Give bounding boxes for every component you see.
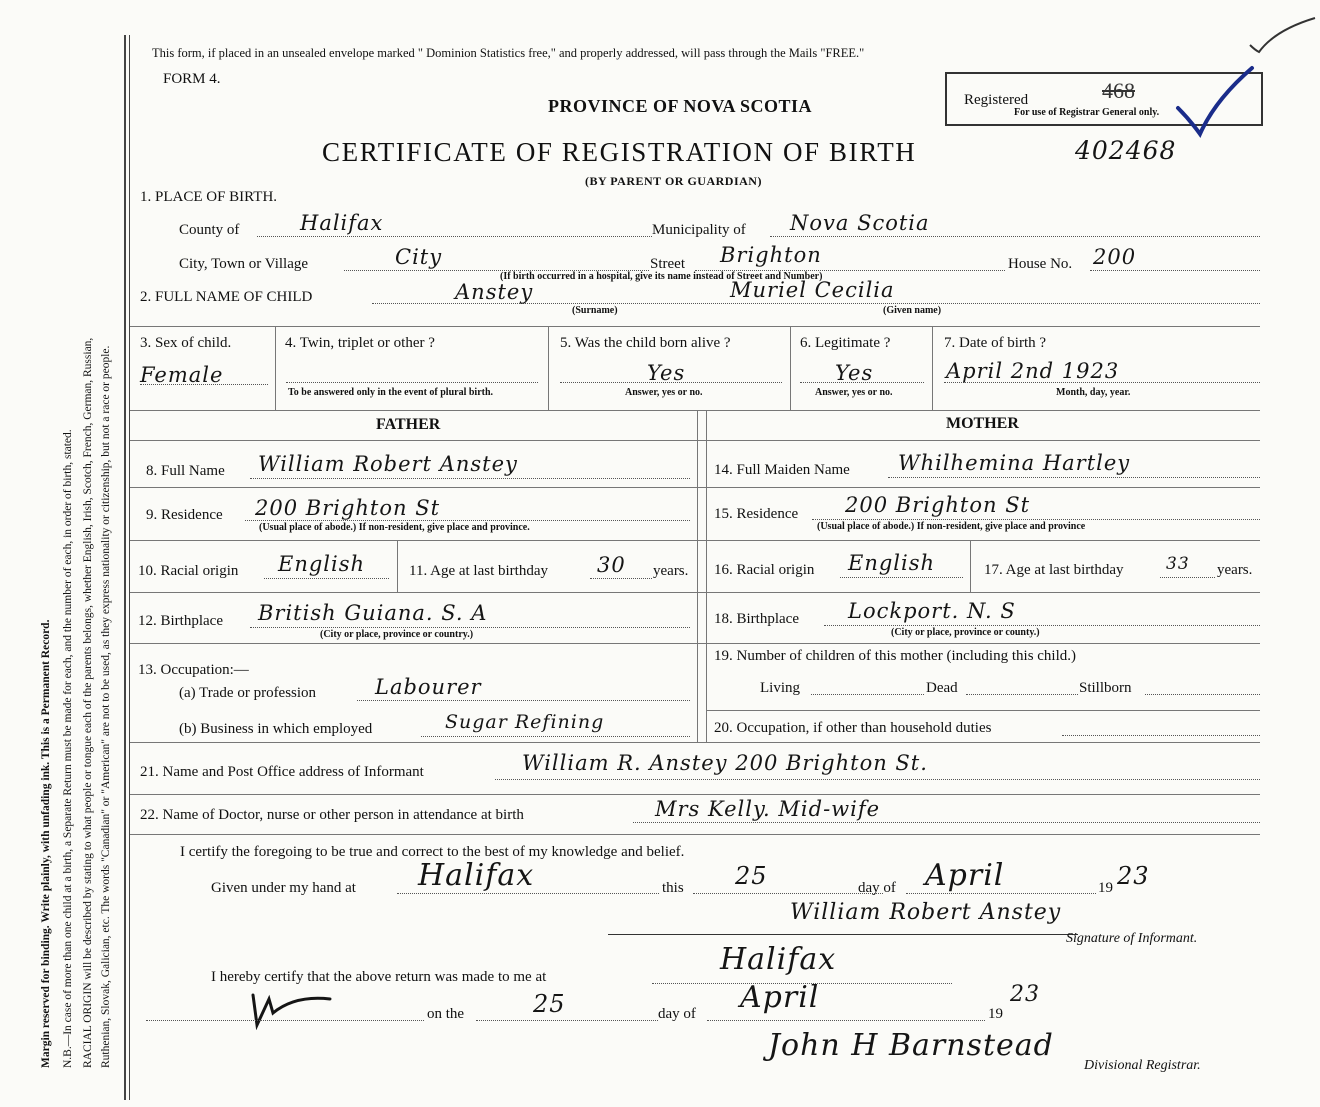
surname-caption: (Surname): [572, 305, 618, 316]
hospital-note: (If birth occurred in a hospital, give its name instead of Street and Number): [500, 271, 823, 282]
given-year-value: 23: [1117, 862, 1150, 890]
rule-parents-bottom: [130, 742, 1260, 743]
given-under-hand-label: Given under my hand at: [211, 880, 356, 896]
signature-of-informant-caption: Signature of Informant.: [1066, 931, 1198, 946]
dead-line: [966, 694, 1078, 695]
certificate-subtitle: (BY PARENT OR GUARDIAN): [585, 174, 762, 188]
mother-birthplace-label: 18. Birthplace: [714, 611, 799, 627]
informant-signature: William Robert Anstey: [790, 900, 1062, 925]
born-alive-label: 5. Was the child born alive ?: [560, 335, 731, 351]
mother-residence-value: 200 Brighton St: [845, 493, 1031, 517]
county-line: [257, 236, 652, 237]
mother-race-line: [840, 577, 963, 578]
county-value: Halifax: [300, 211, 384, 235]
corner-check-mark-icon: [1245, 10, 1320, 55]
father-birthplace-value: British Guiana. S. A: [258, 601, 488, 625]
mother-name-line: [888, 477, 1260, 478]
mother-name-value: Whilhemina Hartley: [898, 451, 1131, 475]
father-years-label: years.: [653, 563, 689, 579]
father-race-value: English: [278, 552, 366, 576]
form-number: FORM 4.: [163, 71, 221, 87]
divider-3-4: [275, 326, 276, 410]
divider-5-6: [790, 326, 791, 410]
legitimate-label: 6. Legitimate ?: [800, 335, 891, 351]
divisional-registrar-caption: Divisional Registrar.: [1084, 1058, 1201, 1073]
mother-race-value: English: [848, 551, 936, 575]
binding-margin-line-2: [129, 35, 130, 1100]
father-race-label: 10. Racial origin: [138, 563, 239, 579]
stillborn-label: Stillborn: [1079, 680, 1132, 696]
given-day-line: [693, 893, 883, 894]
living-line: [811, 694, 924, 695]
day-of-label: day of: [858, 880, 896, 896]
margin-note-1: Margin reserved for binding. Write plainly, with unfading ink. This is a Permanent Record.: [40, 619, 52, 1068]
informant-line: [495, 779, 1260, 780]
given-month-line: [906, 893, 1096, 894]
mother-birthplace-value: Lockport. N. S: [848, 599, 1016, 623]
street-value: Brighton: [720, 243, 822, 267]
mother-occupation-line: [1062, 735, 1260, 736]
house-line: [1090, 270, 1260, 271]
mother-race-age-divider: [970, 540, 971, 592]
rule-heading-bottom: [130, 440, 1260, 441]
trade-label: (a) Trade or profession: [179, 685, 317, 701]
mother-race-label: 16. Racial origin: [714, 562, 815, 578]
street-label: Street: [650, 256, 685, 272]
reg-day-of-label: day of: [658, 1006, 696, 1022]
rule-race-bottom: [130, 592, 1260, 593]
county-label: County of: [179, 222, 240, 238]
father-birthplace-line: [250, 627, 690, 628]
mother-occupation-label: 20. Occupation, if other than household duties: [714, 720, 992, 736]
dob-label: 7. Date of birth ?: [944, 335, 1047, 351]
father-age-label: 11. Age at last birthday: [409, 563, 548, 579]
legitimate-note: Answer, yes or no.: [815, 387, 893, 398]
registrar-pre-line: [146, 1020, 424, 1021]
father-race-age-divider: [397, 540, 398, 592]
father-residence-label: 9. Residence: [146, 507, 223, 523]
registrar-day-line: [476, 1020, 658, 1021]
born-alive-note: Answer, yes or no.: [625, 387, 703, 398]
registrar-place-value: Halifax: [720, 942, 837, 977]
margin-note-3: RACIAL ORIGIN will be described by stating to what people or tongue each of the parents belongs, whether English, Irish, Scotch, French, German, Russian,: [82, 337, 94, 1068]
father-residence-line: [245, 520, 690, 521]
rule-birthplace-bottom: [130, 643, 1260, 644]
house-value: 200: [1093, 245, 1137, 269]
business-line: [421, 736, 690, 737]
municipality-label: Municipality of: [652, 222, 746, 238]
informant-signature-line: [608, 934, 1078, 935]
father-birthplace-label: 12. Birthplace: [138, 613, 223, 629]
registrar-day-value: 25: [533, 990, 566, 1018]
year-prefix: 19: [1098, 880, 1113, 896]
house-label: House No.: [1008, 256, 1073, 272]
reg-year-prefix: 19: [988, 1006, 1003, 1022]
stillborn-line: [1145, 694, 1260, 695]
child-name-label: 2. FULL NAME OF CHILD: [140, 289, 313, 305]
registrar-certify-label: I hereby certify that the above return was made to me at: [211, 969, 547, 985]
mail-note: This form, if placed in an unsealed envelope marked " Dominion Statistics free," and properly addressed, will pass through the Mails "FREE.": [152, 46, 865, 60]
mother-years-label: years.: [1217, 562, 1253, 578]
mother-age-label: 17. Age at last birthday: [984, 562, 1124, 578]
child-surname: Anstey: [455, 280, 534, 304]
dob-value: April 2nd 1923: [946, 359, 1120, 383]
business-label: (b) Business in which employed: [179, 721, 373, 737]
informant-label: 21. Name and Post Office address of Informant: [140, 764, 424, 780]
mother-age-value: 33: [1166, 554, 1190, 574]
registrar-signature: John H Barnstead: [768, 1028, 1054, 1063]
mother-age-line: [1160, 577, 1215, 578]
blue-check-mark-icon: [1170, 60, 1260, 140]
margin-note-4: Ruthenian, Slovak, Galician, etc. The words "Canadian" or "American" are not to be used, as they express nationality or citizenship, but not a race or people.: [100, 345, 112, 1068]
doctor-label: 22. Name of Doctor, nurse or other person in attendance at birth: [140, 807, 524, 823]
father-birthplace-note: (City or place, province or country.): [320, 629, 474, 640]
children-count-label: 19. Number of children of this mother (including this child.): [714, 648, 1077, 664]
divider-6-7: [932, 326, 933, 410]
born-alive-value: Yes: [647, 361, 686, 385]
registrar-month-value: April: [740, 980, 820, 1015]
rule-informant-bottom: [130, 794, 1260, 795]
rule-parents-top: [130, 410, 1260, 411]
father-race-line: [264, 578, 389, 579]
father-heading: FATHER: [376, 416, 441, 433]
sex-label: 3. Sex of child.: [140, 335, 232, 351]
city-value: City: [395, 245, 443, 269]
on-the-label: on the: [427, 1006, 465, 1022]
registrar-month-line: [707, 1020, 985, 1021]
given-day-value: 25: [735, 862, 768, 890]
registrar-general-note: For use of Registrar General only.: [1014, 107, 1160, 118]
registered-number: 468: [1102, 78, 1135, 103]
certificate-title: CERTIFICATE OF REGISTRATION OF BIRTH: [322, 137, 917, 167]
father-name-line: [250, 478, 690, 479]
binding-margin-line: [124, 35, 126, 1100]
father-name-value: William Robert Anstey: [258, 452, 518, 476]
parents-divider-right: [706, 410, 707, 742]
province-heading: PROVINCE OF NOVA SCOTIA: [548, 96, 813, 116]
twin-note: To be answered only in the event of plural birth.: [288, 387, 494, 398]
twin-label: 4. Twin, triplet or other ?: [285, 335, 435, 351]
registrar-year-value: 23: [1010, 982, 1040, 1007]
rule-name-bottom: [130, 487, 1260, 488]
municipality-value: Nova Scotia: [790, 211, 930, 235]
registered-label: Registered: [964, 92, 1029, 108]
certify-statement: I certify the foregoing to be true and correct to the best of my knowledge and belief.: [180, 844, 685, 860]
city-label: City, Town or Village: [179, 256, 309, 272]
informant-value: William R. Anstey 200 Brighton St.: [522, 751, 928, 775]
father-residence-value: 200 Brighton St: [255, 496, 441, 520]
doctor-line: [633, 822, 1260, 823]
dead-label: Dead: [926, 680, 958, 696]
given-place-value: Halifax: [418, 858, 535, 893]
trade-line: [357, 700, 690, 701]
mother-birthplace-line: [824, 625, 1260, 626]
rule-children-bottom: [706, 710, 1260, 711]
this-label: this: [662, 880, 684, 896]
business-value: Sugar Refining: [445, 711, 605, 733]
child-given-name: Muriel Cecilia: [730, 278, 895, 302]
given-place-line: [397, 893, 659, 894]
living-label: Living: [760, 680, 800, 696]
registrar-initials-mark: [245, 985, 340, 1030]
municipality-line: [770, 236, 1260, 237]
divider-4-5: [548, 326, 549, 410]
father-name-label: 8. Full Name: [146, 463, 225, 479]
father-age-line: [590, 578, 652, 579]
mother-birthplace-note: (City or place, province or county.): [891, 627, 1040, 638]
rule-residence-bottom: [130, 540, 1260, 541]
dob-note: Month, day, year.: [1056, 387, 1131, 398]
trade-value: Labourer: [375, 675, 482, 699]
title-handwritten-number: 402468: [1075, 136, 1177, 165]
margin-note-2: N.B.—In case of more than one child at a birth, a Separate Return must be made for each, and the number of each, in order of birth, stated.: [62, 429, 74, 1068]
given-month-value: April: [925, 858, 1005, 893]
mother-residence-label: 15. Residence: [714, 506, 799, 522]
legitimate-value: Yes: [835, 361, 874, 385]
occupation-label: 13. Occupation:—: [138, 662, 249, 678]
mother-residence-line: [812, 519, 1260, 520]
rule-doctor-bottom: [130, 834, 1260, 835]
twin-line: [286, 382, 538, 383]
doctor-value: Mrs Kelly. Mid-wife: [655, 797, 881, 821]
rule-row-3-top: [130, 326, 1260, 327]
mother-heading: MOTHER: [946, 415, 1019, 432]
mother-residence-note: (Usual place of abode.) If non-resident, give place and province: [817, 521, 1086, 532]
mother-name-label: 14. Full Maiden Name: [714, 462, 850, 478]
father-residence-note: (Usual place of abode.) If non-resident, give place and province.: [259, 522, 530, 533]
father-age-value: 30: [597, 553, 626, 577]
parents-divider-left: [697, 410, 698, 742]
given-name-caption: (Given name): [883, 305, 942, 316]
place-of-birth-heading: 1. PLACE OF BIRTH.: [140, 189, 278, 205]
sex-value: Female: [140, 363, 224, 387]
